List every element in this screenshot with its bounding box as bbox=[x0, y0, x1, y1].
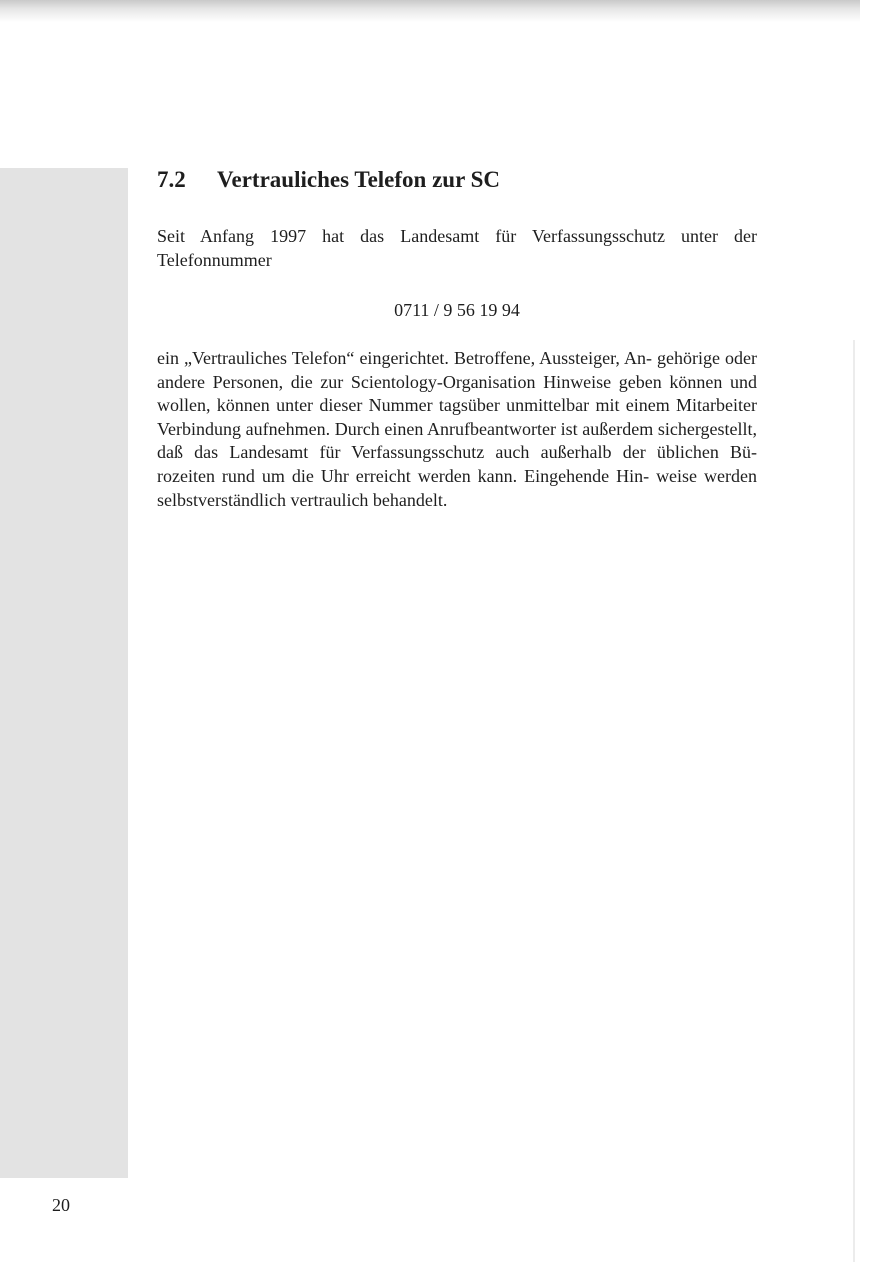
left-margin-band bbox=[0, 168, 128, 1178]
body-paragraph bbox=[157, 347, 757, 512]
intro-line: der Telefonnummer bbox=[157, 226, 758, 270]
intro-line: Seit Anfang 1997 hat das Landesamt für Verfassungsschutz unter bbox=[157, 226, 718, 246]
body-line: ein „Vertrauliches Telefon“ eingerichtet. Betroffene, Aussteiger, An- bbox=[157, 348, 652, 368]
intro-paragraph bbox=[157, 225, 757, 272]
phone-number: 0711 / 9 56 19 94 bbox=[394, 300, 520, 320]
body-line: Durch einen Anrufbeantworter ist außerdem sichergestellt, daß das bbox=[157, 418, 758, 463]
body-line: weise werden selbstverständlich vertraulich behandelt. bbox=[157, 465, 757, 510]
body-line: Landesamt für Verfassungsschutz auch außerhalb der üblichen Bü- bbox=[229, 442, 758, 463]
section-title: Vertrauliches Telefon zur SC bbox=[217, 167, 501, 192]
scan-top-shadow bbox=[0, 0, 860, 22]
section-heading bbox=[157, 167, 500, 193]
body-line: Hinweise geben können und wollen, können unter dieser Nummer bbox=[157, 371, 758, 416]
page-number: 20 bbox=[52, 1195, 70, 1215]
body-line: gehörige oder andere Personen, die zur Scientology-Organisation bbox=[157, 348, 758, 392]
body-line: rozeiten rund um die Uhr erreicht werden kann. Eingehende Hin- bbox=[157, 465, 650, 486]
scan-right-edge bbox=[853, 340, 855, 1262]
body-line: tagsüber unmittelbar mit einem Mitarbeiter Verbindung aufnehmen. bbox=[157, 395, 757, 439]
section-number: 7.2 bbox=[157, 167, 186, 192]
